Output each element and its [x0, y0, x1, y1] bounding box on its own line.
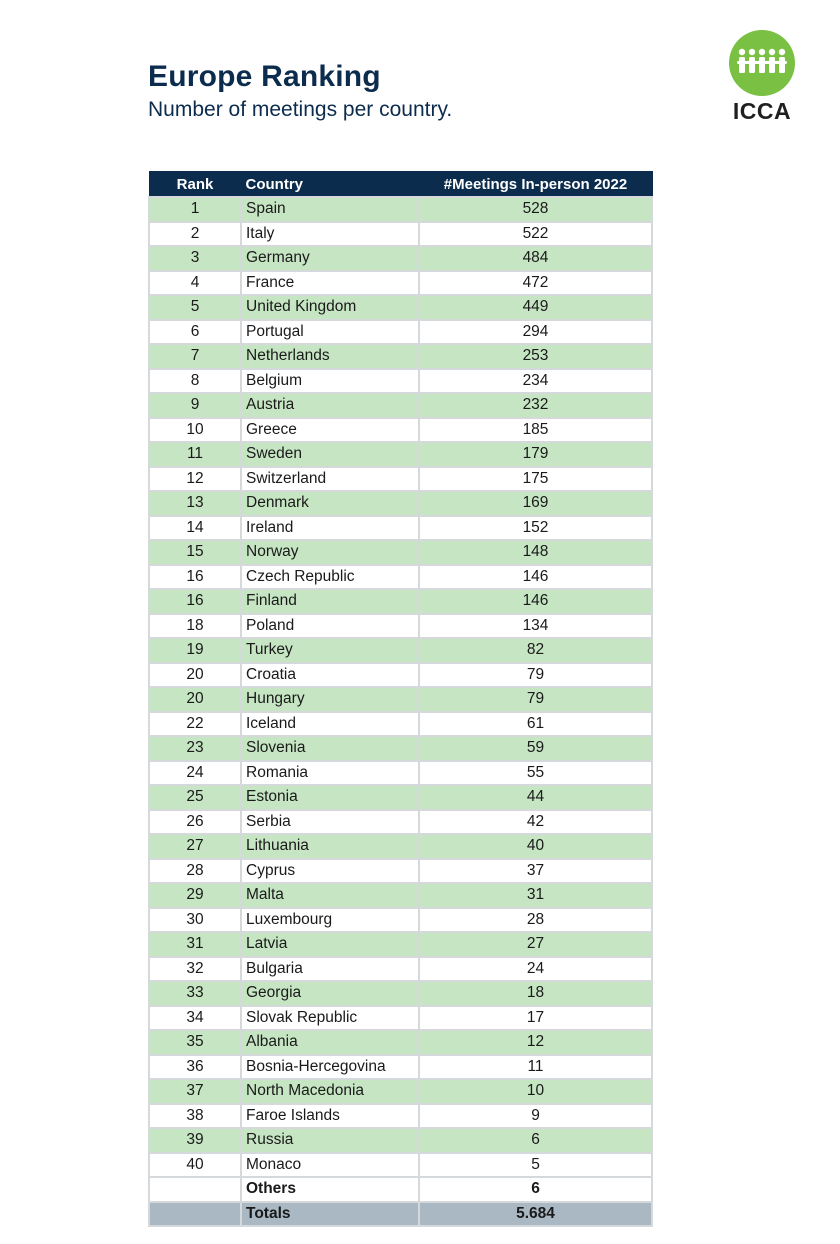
- rank-cell: 18: [149, 614, 241, 639]
- table-row: [149, 1079, 652, 1104]
- meetings-cell: 522: [419, 222, 652, 247]
- meetings-cell: 42: [419, 810, 652, 835]
- meetings-cell: 146: [419, 565, 652, 590]
- country-cell: Germany: [241, 246, 419, 271]
- country-cell: France: [241, 271, 419, 296]
- table-row: [149, 271, 652, 296]
- table-row: [149, 687, 652, 712]
- table-row: [149, 344, 652, 369]
- rank-cell: 20: [149, 663, 241, 688]
- meetings-cell: 134: [419, 614, 652, 639]
- table-row: [149, 932, 652, 957]
- meetings-cell: 17: [419, 1006, 652, 1031]
- rank-cell: 9: [149, 393, 241, 418]
- rank-cell: 7: [149, 344, 241, 369]
- page-subtitle: Number of meetings per country.: [148, 98, 453, 121]
- country-cell: Denmark: [241, 491, 419, 516]
- country-cell: Croatia: [241, 663, 419, 688]
- country-cell: Norway: [241, 540, 419, 565]
- table-header-row: [149, 172, 652, 198]
- country-cell: Georgia: [241, 981, 419, 1006]
- rank-cell: 33: [149, 981, 241, 1006]
- table-row: [149, 981, 652, 1006]
- table-row: [149, 1030, 652, 1055]
- table-row: [149, 246, 652, 271]
- rank-cell: 15: [149, 540, 241, 565]
- table-row: [149, 761, 652, 786]
- meetings-cell: 146: [419, 589, 652, 614]
- table-row: [149, 467, 652, 492]
- country-cell: Switzerland: [241, 467, 419, 492]
- table-row: [149, 491, 652, 516]
- table-row: [149, 834, 652, 859]
- table-row: [149, 565, 652, 590]
- country-cell: Hungary: [241, 687, 419, 712]
- country-cell: Serbia: [241, 810, 419, 835]
- column-header-country: Country: [241, 172, 419, 198]
- meetings-cell: 253: [419, 344, 652, 369]
- rank-cell: 31: [149, 932, 241, 957]
- rank-cell: 28: [149, 859, 241, 884]
- others-rank-cell: [149, 1177, 241, 1202]
- table-row: [149, 614, 652, 639]
- country-cell: Romania: [241, 761, 419, 786]
- others-row: [149, 1177, 652, 1202]
- rank-cell: 23: [149, 736, 241, 761]
- ranking-table: [148, 171, 653, 1227]
- country-cell: Luxembourg: [241, 908, 419, 933]
- meetings-cell: 79: [419, 663, 652, 688]
- rank-cell: 37: [149, 1079, 241, 1104]
- country-cell: Poland: [241, 614, 419, 639]
- country-cell: Iceland: [241, 712, 419, 737]
- table-row: [149, 222, 652, 247]
- table-row: [149, 369, 652, 394]
- country-cell: Finland: [241, 589, 419, 614]
- totals-row: [149, 1202, 652, 1227]
- table-row: [149, 712, 652, 737]
- country-cell: Slovenia: [241, 736, 419, 761]
- rank-cell: 13: [149, 491, 241, 516]
- meetings-cell: 472: [419, 271, 652, 296]
- country-cell: North Macedonia: [241, 1079, 419, 1104]
- table-row: [149, 589, 652, 614]
- table-row: [149, 908, 652, 933]
- country-cell: Spain: [241, 197, 419, 222]
- country-cell: Malta: [241, 883, 419, 908]
- meetings-cell: 44: [419, 785, 652, 810]
- meetings-cell: 232: [419, 393, 652, 418]
- meetings-cell: 152: [419, 516, 652, 541]
- meetings-cell: 185: [419, 418, 652, 443]
- meetings-cell: 79: [419, 687, 652, 712]
- logo-text: ICCA: [732, 98, 792, 124]
- rank-cell: 10: [149, 418, 241, 443]
- rank-cell: 2: [149, 222, 241, 247]
- country-cell: Czech Republic: [241, 565, 419, 590]
- country-cell: Estonia: [241, 785, 419, 810]
- country-cell: Turkey: [241, 638, 419, 663]
- icca-logo: [722, 30, 802, 126]
- country-cell: Ireland: [241, 516, 419, 541]
- country-cell: Netherlands: [241, 344, 419, 369]
- table-row: [149, 957, 652, 982]
- table-row: [149, 785, 652, 810]
- meetings-cell: 148: [419, 540, 652, 565]
- country-cell: Greece: [241, 418, 419, 443]
- rank-cell: 39: [149, 1128, 241, 1153]
- meetings-cell: 449: [419, 295, 652, 320]
- table-row: [149, 638, 652, 663]
- rank-cell: 3: [149, 246, 241, 271]
- rank-cell: 12: [149, 467, 241, 492]
- country-cell: Portugal: [241, 320, 419, 345]
- table-row: [149, 197, 652, 222]
- country-cell: Lithuania: [241, 834, 419, 859]
- table-row: [149, 663, 652, 688]
- meetings-cell: 31: [419, 883, 652, 908]
- meetings-cell: 28: [419, 908, 652, 933]
- table-row: [149, 1006, 652, 1031]
- table-row: [149, 1153, 652, 1178]
- table-row: [149, 295, 652, 320]
- meetings-cell: 294: [419, 320, 652, 345]
- rank-cell: 29: [149, 883, 241, 908]
- others-label: Others: [241, 1177, 419, 1202]
- others-value: 6: [419, 1177, 652, 1202]
- table-row: [149, 883, 652, 908]
- rank-cell: 16: [149, 589, 241, 614]
- meetings-cell: 179: [419, 442, 652, 467]
- rank-cell: 8: [149, 369, 241, 394]
- table-row: [149, 442, 652, 467]
- rank-cell: 40: [149, 1153, 241, 1178]
- table-row: [149, 1104, 652, 1129]
- table-row: [149, 516, 652, 541]
- meetings-cell: 61: [419, 712, 652, 737]
- meetings-cell: 169: [419, 491, 652, 516]
- meetings-cell: 9: [419, 1104, 652, 1129]
- rank-cell: 22: [149, 712, 241, 737]
- page-title: Europe Ranking: [148, 60, 381, 93]
- table-row: [149, 859, 652, 884]
- country-cell: Russia: [241, 1128, 419, 1153]
- country-cell: Austria: [241, 393, 419, 418]
- table-row: [149, 320, 652, 345]
- totals-rank-cell: [149, 1202, 241, 1227]
- meetings-cell: 82: [419, 638, 652, 663]
- table-body: [149, 197, 652, 1226]
- table-row: [149, 418, 652, 443]
- meetings-cell: 234: [419, 369, 652, 394]
- meetings-cell: 175: [419, 467, 652, 492]
- rank-cell: 35: [149, 1030, 241, 1055]
- rank-cell: 32: [149, 957, 241, 982]
- table-row: [149, 810, 652, 835]
- rank-cell: 11: [149, 442, 241, 467]
- meetings-cell: 37: [419, 859, 652, 884]
- meetings-cell: 18: [419, 981, 652, 1006]
- country-cell: Albania: [241, 1030, 419, 1055]
- meetings-cell: 55: [419, 761, 652, 786]
- country-cell: Faroe Islands: [241, 1104, 419, 1129]
- rank-cell: 6: [149, 320, 241, 345]
- country-cell: Sweden: [241, 442, 419, 467]
- rank-cell: 36: [149, 1055, 241, 1080]
- meetings-cell: 40: [419, 834, 652, 859]
- rank-cell: 26: [149, 810, 241, 835]
- rank-cell: 38: [149, 1104, 241, 1129]
- rank-cell: 16: [149, 565, 241, 590]
- country-cell: Bosnia-Hercegovina: [241, 1055, 419, 1080]
- table-row: [149, 1128, 652, 1153]
- country-cell: Bulgaria: [241, 957, 419, 982]
- meetings-cell: 12: [419, 1030, 652, 1055]
- rank-cell: 19: [149, 638, 241, 663]
- country-cell: Latvia: [241, 932, 419, 957]
- meetings-cell: 27: [419, 932, 652, 957]
- rank-cell: 34: [149, 1006, 241, 1031]
- meetings-cell: 59: [419, 736, 652, 761]
- rank-cell: 14: [149, 516, 241, 541]
- rank-cell: 1: [149, 197, 241, 222]
- totals-label: Totals: [241, 1202, 419, 1227]
- country-cell: Monaco: [241, 1153, 419, 1178]
- column-header-rank: Rank: [149, 172, 241, 198]
- meetings-cell: 484: [419, 246, 652, 271]
- rank-cell: 30: [149, 908, 241, 933]
- country-cell: United Kingdom: [241, 295, 419, 320]
- table-row: [149, 1055, 652, 1080]
- meetings-cell: 528: [419, 197, 652, 222]
- rank-cell: 25: [149, 785, 241, 810]
- table-row: [149, 540, 652, 565]
- table-row: [149, 736, 652, 761]
- country-cell: Slovak Republic: [241, 1006, 419, 1031]
- totals-value: 5.684: [419, 1202, 652, 1227]
- column-header-meetings: #Meetings In-person 2022: [419, 172, 652, 198]
- country-cell: Belgium: [241, 369, 419, 394]
- rank-cell: 27: [149, 834, 241, 859]
- country-cell: Italy: [241, 222, 419, 247]
- meetings-cell: 6: [419, 1128, 652, 1153]
- rank-cell: 4: [149, 271, 241, 296]
- rank-cell: 5: [149, 295, 241, 320]
- meetings-cell: 24: [419, 957, 652, 982]
- rank-cell: 24: [149, 761, 241, 786]
- meetings-cell: 5: [419, 1153, 652, 1178]
- country-cell: Cyprus: [241, 859, 419, 884]
- rank-cell: 20: [149, 687, 241, 712]
- meetings-cell: 11: [419, 1055, 652, 1080]
- meetings-cell: 10: [419, 1079, 652, 1104]
- table-row: [149, 393, 652, 418]
- people-group-icon: [729, 30, 795, 96]
